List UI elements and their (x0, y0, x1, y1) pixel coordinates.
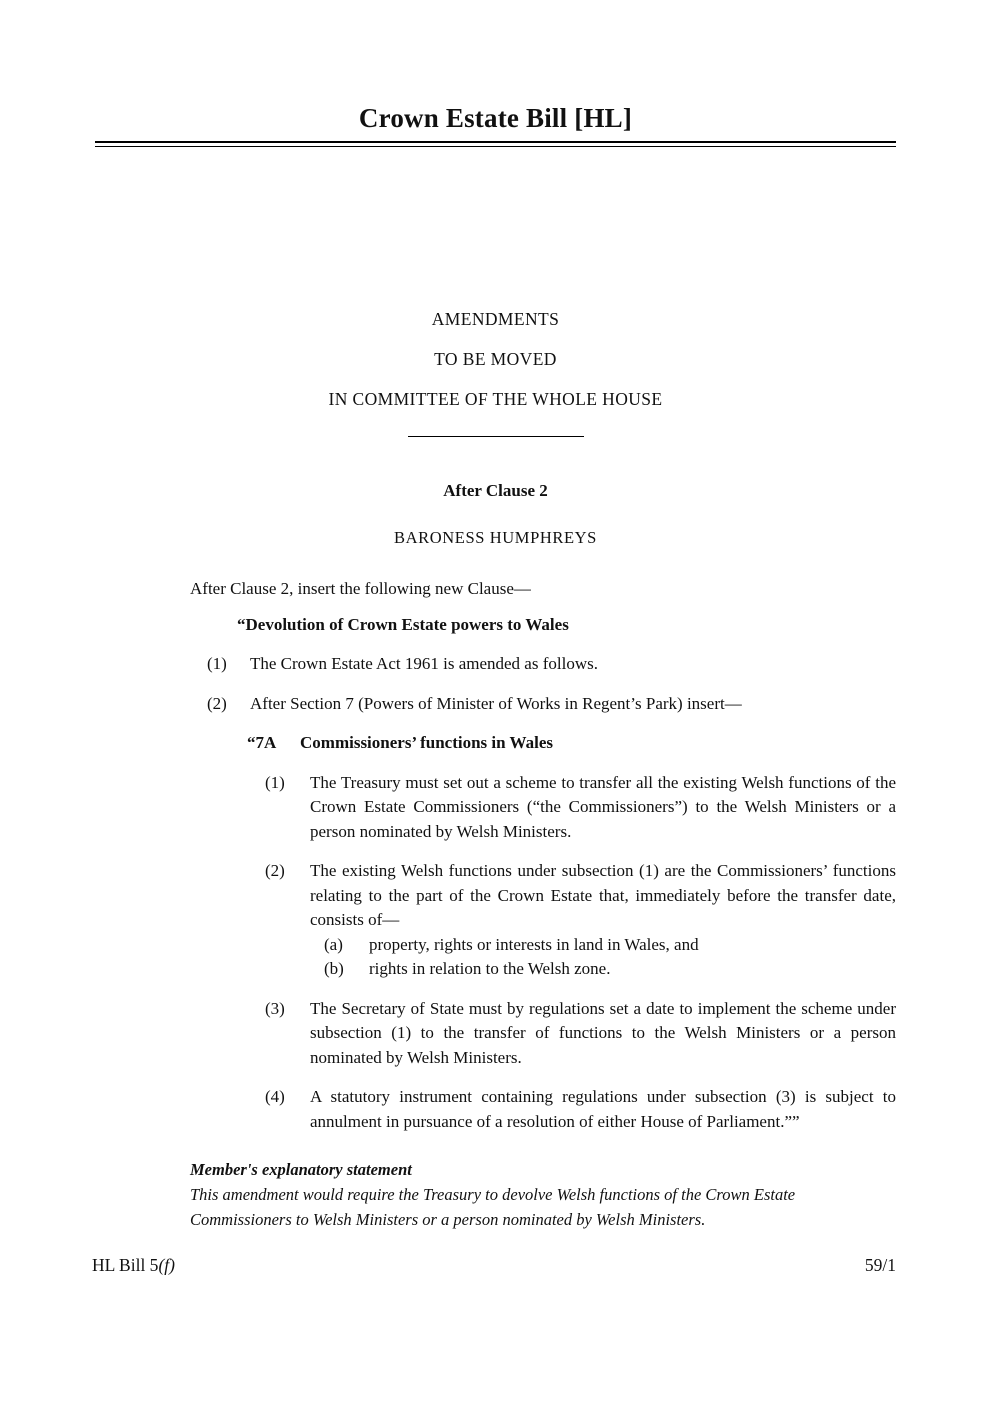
subsection-1-number: (1) (265, 772, 285, 792)
paragraph-b-text: rights in relation to the Welsh zone. (369, 959, 611, 978)
separator-rule (408, 436, 584, 437)
clause-2 (207, 692, 896, 717)
subsection-2-number: (2) (265, 861, 285, 880)
preamble-line-amendments: AMENDMENTS (431, 309, 560, 329)
subsection-3-text: The Secretary of State must by regulations set a date to implement the scheme under subsection (1) to the transfer of functions to the Welsh Ministers or a person nominated by Welsh Ministers. (310, 998, 896, 1067)
subsection-1 (265, 771, 896, 845)
subsection-4-text: A statutory instrument containing regulations under subsection (3) is subject to annulment in pursuance of a resolution of either House of Parliament.”” (310, 1087, 896, 1131)
place-heading: After Clause 2 (443, 481, 548, 500)
clause-2-number: (2) (207, 693, 227, 713)
paragraph-a-text: property, rights or interests in land in Wales, and (369, 934, 699, 954)
explanatory-statement (190, 1157, 880, 1232)
subsection-3-number: (3) (265, 998, 285, 1018)
page-title: Crown Estate Bill [HL] (358, 103, 633, 133)
inserted-section-title: Commissioners’ functions in Wales (300, 733, 553, 752)
preamble-line-to-be-moved: TO BE MOVED (434, 349, 557, 369)
explanatory-statement-text: This amendment would require the Treasury to devolve Welsh functions of the Crown Estate Commissioners to Welsh Ministers or a person nominated by Welsh Ministers. (190, 1185, 796, 1229)
footer-page-number: 59/1 (864, 1255, 896, 1275)
clause-1-number: (1) (207, 654, 227, 673)
page-footer (92, 1255, 896, 1276)
footer-bill-reference-main: HL Bill 5 (92, 1255, 159, 1275)
subsection-2-body (310, 859, 896, 982)
preamble (95, 309, 896, 410)
clause-1-text: The Crown Estate Act 1961 is amended as follows. (250, 654, 598, 673)
subsection-1-text: The Treasury must set out a scheme to transfer all the existing Welsh functions of the Crown Estate Commissioners (“the Commissioners”) to the Welsh Ministers or a person nominated by Welsh Ministers. (310, 772, 896, 841)
subsection-3 (265, 997, 896, 1071)
footer-bill-reference-suffix: (f) (158, 1255, 175, 1275)
paragraph-b-number: (b) (324, 959, 344, 978)
amendment-instruction: After Clause 2, insert the following new Clause— (190, 579, 531, 598)
mover-name: BARONESS HUMPHREYS (394, 528, 597, 547)
paragraph-b (324, 957, 896, 982)
explanatory-statement-heading: Member's explanatory statement (190, 1160, 412, 1179)
footer-bill-reference (92, 1255, 175, 1276)
preamble-line-committee: IN COMMITTEE OF THE WHOLE HOUSE (328, 389, 663, 409)
subsection-4-number: (4) (265, 1087, 285, 1106)
subsection-2-text: The existing Welsh functions under subsection (1) are the Commissioners’ functions relating to the part of the Crown Estate that, immediately before the transfer date, consists of— (310, 861, 896, 929)
clause-1 (207, 652, 896, 677)
new-clause-title: “Devolution of Crown Estate powers to Wales (237, 614, 569, 634)
inserted-section-heading (247, 731, 896, 756)
inserted-section-number: “7A (247, 733, 277, 752)
clause-2-text: After Section 7 (Powers of Minister of Works in Regent’s Park) insert— (250, 693, 742, 713)
subsection-4 (265, 1085, 896, 1134)
paragraph-a-number: (a) (324, 934, 343, 954)
subsection-2 (265, 859, 896, 982)
title-double-rule (95, 141, 896, 147)
paragraph-a (324, 933, 896, 958)
